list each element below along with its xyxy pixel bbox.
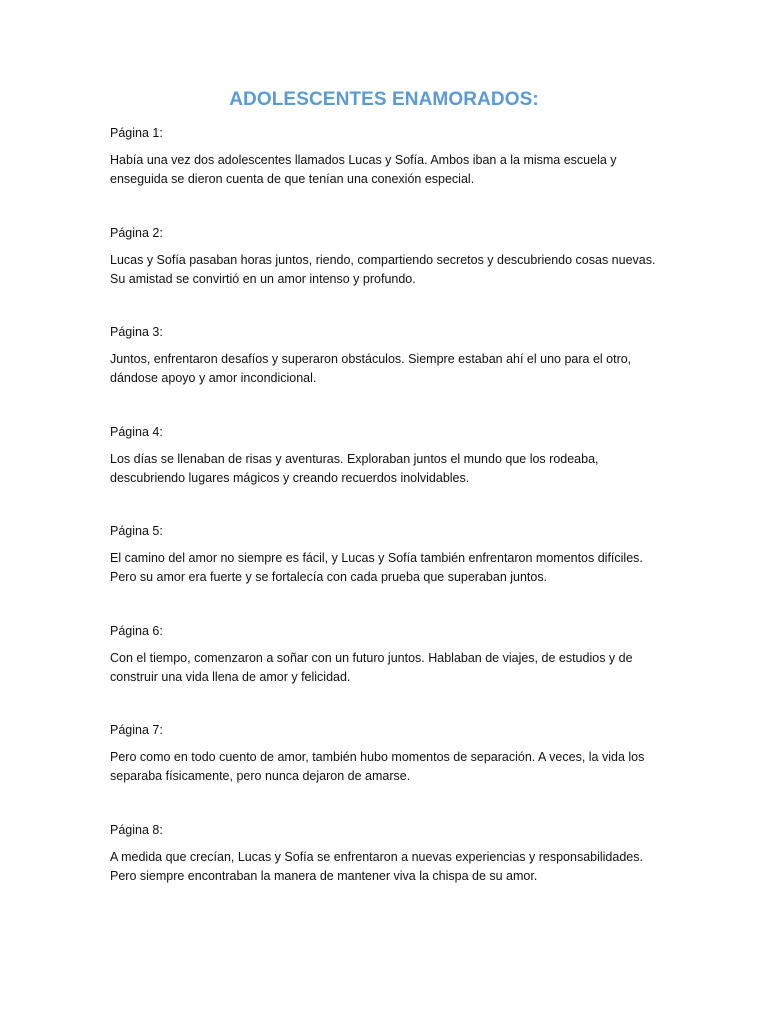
section-heading: Página 7: (110, 723, 163, 737)
section-heading: Página 6: (110, 624, 163, 638)
section-page-4 (110, 423, 670, 487)
section-page-6 (110, 622, 670, 686)
section-heading: Página 4: (110, 425, 163, 439)
section-page-3 (110, 323, 670, 387)
section-paragraph: Pero como en todo cuento de amor, también hubo momentos de separación. A veces, la vida los separaba físicamente, pero nunca dejaron de amarse. (110, 750, 645, 783)
section-page-1 (110, 124, 670, 188)
document-title: ADOLESCENTES ENAMORADOS: (229, 89, 539, 110)
section-heading: Página 3: (110, 325, 163, 339)
section-page-2 (110, 224, 670, 288)
section-page-5 (110, 522, 670, 586)
section-paragraph: A medida que crecían, Lucas y Sofía se enfrentaron a nuevas experiencias y responsabilidades. Pero siempre encontraban la manera de mantener viva la chispa de su amor. (110, 850, 643, 883)
section-paragraph: Lucas y Sofía pasaban horas juntos, riendo, compartiendo secretos y descubriendo cosas nuevas. Su amistad se convirtió en un amor intenso y profundo. (110, 253, 656, 286)
section-heading: Página 1: (110, 126, 163, 140)
section-paragraph: El camino del amor no siempre es fácil, y Lucas y Sofía también enfrentaron momentos difíciles. Pero su amor era fuerte y se fortalecía con cada prueba que superaban juntos. (110, 551, 643, 584)
section-heading: Página 2: (110, 226, 163, 240)
section-paragraph: Había una vez dos adolescentes llamados Lucas y Sofía. Ambos iban a la misma escuela y enseguida se dieron cuenta de que tenían una conexión especial. (110, 153, 617, 186)
section-page-8 (110, 821, 670, 885)
section-paragraph: Juntos, enfrentaron desafíos y superaron obstáculos. Siempre estaban ahí el uno para el otro, dándose apoyo y amor incondicional. (110, 352, 632, 385)
section-heading: Página 8: (110, 823, 163, 837)
section-paragraph: Los días se llenaban de risas y aventuras. Exploraban juntos el mundo que los rodeaba, descubriendo lugares mágicos y creando recuerdos inolvidables. (110, 452, 599, 485)
section-page-7 (110, 721, 670, 785)
section-paragraph: Con el tiempo, comenzaron a soñar con un futuro juntos. Hablaban de viajes, de estudios y de construir una vida llena de amor y felicidad. (110, 651, 633, 684)
section-heading: Página 5: (110, 524, 163, 538)
